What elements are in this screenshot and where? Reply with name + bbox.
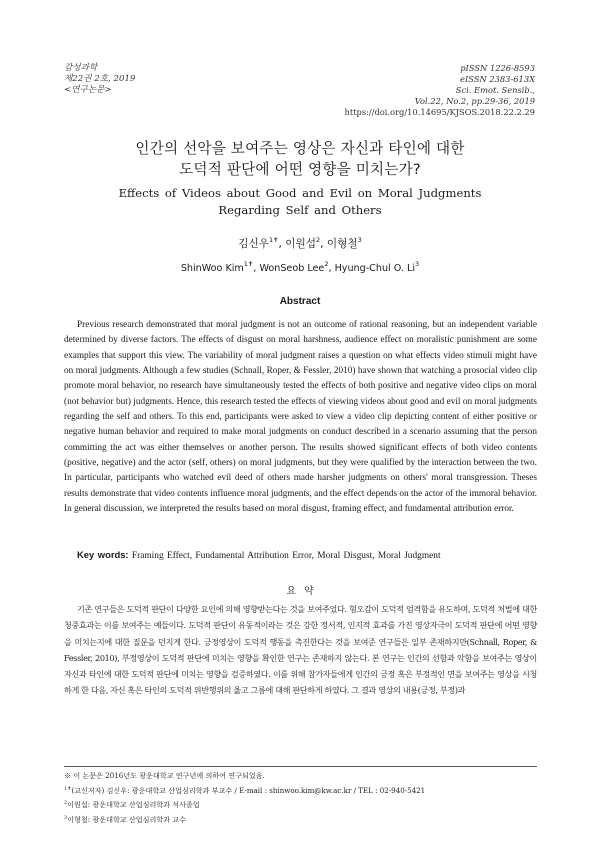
title-english-line2: Regarding Self and Others: [218, 203, 382, 217]
keywords: [77, 549, 547, 561]
summary-text: 기존 연구들은 도덕적 판단이 다양한 요인에 의해 영향받는다는 것을 보여주었다. 혐오감이 도덕적 엄격함을 유도하며, 도덕적 처벌에 대한 청중효과는 이를 보여주는 예들이다. 도덕적 판단이 유동적이라는 것은 강한 정서적, 인지적 효과를 가진 영상자극이 도덕적 판단에 어떤 영향을 미치는지에 대한 질문을 던지게 한다. 긍정영상이 도덕적 행동을 촉진한다는 것을 보여준 연구들은 일부 존재하지만(Schnall, Roper, & Fessler, 2010), 부정영상이 도덕적 판단에 미치는 영향을 확인한 연구는 존재하지 않는다. 본 연구는 인간의 선함과 악함을 보여주는 영상이 자신과 타인에 대한 도덕적 판단에 미치는 영향을 검증하였다. 이를 위해 참가자들에게 인간의 긍정 혹은 부정적인 면을 보여주는 영상을 시청하게 한 다음, 자신 혹은 타인의 도덕적 위반행위의 옳고 그름에 대해 판단하게 하였다. 그 결과 영상의 내용(긍정, 부정)과: [64, 604, 537, 696]
footnote-divider: [64, 766, 537, 767]
title-korean-line2: 도덕적 판단에 어떤 영향을 미치는가?: [179, 161, 421, 178]
keywords-text: Framing Effect, Fundamental Attribution Error, Moral Disgust, Moral Judgment: [131, 551, 441, 561]
eissn: eISSN 2383-613X: [460, 74, 535, 84]
volume-pages: Vol.22, No.2, pp.29-36, 2019: [414, 96, 535, 106]
abstract-heading: Abstract: [279, 296, 321, 307]
abstract-text: Previous research demonstrated that moral judgment is not an outcome of rational reasoning, but an independent variable determined by diverse factors. The effects of disgust on moral harshness, audience effect on moralistic punishment are some examples that support this view. The variability of moral judgment raises a question on what effects video stimuli might have on moral judgments. Although a few studies (Schnall, Roper, & Fessler, 2010) have shown that watching a prosocial video clip promote moral behavior, no research have simultaneously tested the effects of both positive and negative video clips on moral (not behavior but) judgments. Hence, this research tested the effects of viewing videos about good and evil on moral judgments regarding the self and others. To this end, participants were asked to view a video clip depicting content of either positive or negative human behavior and required to make moral judgments on conduct described in a scenario assuming that the person committing the act was either themselves or another person. The results showed significant effects of both video contents (positive, negative) and the actor (self, others) on moral judgments, but they were qualified by the interaction between the two. In particular, participants who watched evil deed of others made harsher judgments on others' moral transgression. Theses results demonstrate that video contents influence moral judgments, and the effect depends on the actor of the immoral behavior. In general discussion, we interpreted the results based on moral disgust, framing effect, and fundamental attribution error.: [64, 320, 537, 515]
doi-link[interactable]: https://doi.org/10.14695/KJSOS.2018.22.2.29: [344, 107, 535, 117]
journal-info-left: [64, 63, 135, 96]
journal-info-right: [345, 63, 535, 118]
title-english: [0, 185, 600, 219]
author-en: WonSeob Lee$^2$,: [259, 260, 335, 274]
article-type: <연구논문>: [64, 85, 112, 95]
footnote-3: $^3$이형철: 광운대학교 산업심리학과 교수: [64, 814, 186, 824]
footnote-2: $^2$이원섭: 광운대학교 산업심리학과 석사졸업: [64, 800, 200, 810]
authors-korean: [0, 236, 600, 251]
footnotes: [64, 769, 537, 826]
funding-note: ※ 이 논문은 2016년도 광운대학교 연구년에 의하여 연구되었음.: [64, 771, 265, 780]
journal-volume: 제22권 2호, 2019: [64, 74, 136, 84]
title-korean: [0, 138, 600, 180]
author-en: Hyung-Chul O. Li$^3$: [334, 260, 420, 274]
author-ko: 김신우$^{1✝}$,: [238, 236, 286, 250]
authors-english: [0, 260, 600, 274]
author-ko: 이형철$^3$: [326, 236, 362, 250]
journal-abbrev: Sci. Emot. Sensib.,: [455, 85, 535, 95]
journal-name: 감성과학: [64, 63, 98, 73]
footnote-1: $^{1✝}$(교신저자) 김신우: 광운대학교 산업심리학과 부교수 / E-mail : shinwoo.kim@kw.ac.kr / TEL : 02-940-5421: [64, 785, 426, 795]
author-ko: 이원섭$^2$,: [285, 236, 327, 250]
keywords-label: Key words:: [77, 549, 129, 560]
title-korean-line1: 인간의 선악을 보여주는 영상은 자신과 타인에 대한: [135, 140, 465, 157]
title-english-line1: Effects of Videos about Good and Evil on Moral Judgments: [118, 186, 482, 200]
pissn: pISSN 1226-8593: [460, 63, 535, 73]
author-en: ShinWoo Kim$^{1✝}$,: [180, 260, 260, 274]
summary-heading: 요약: [286, 586, 322, 597]
